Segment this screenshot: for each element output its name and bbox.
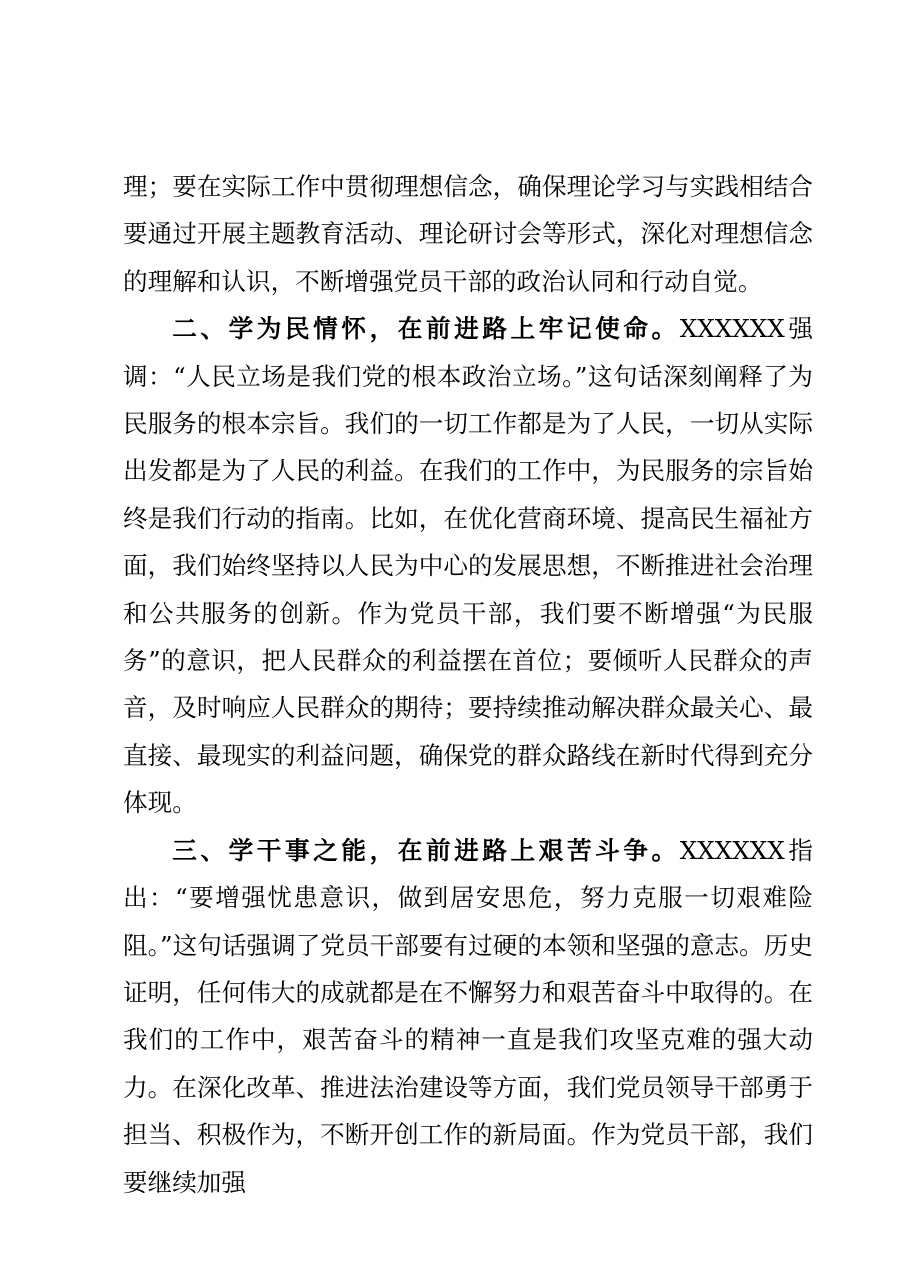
document-body <box>123 163 813 1206</box>
paragraph-text: 理；要在实际工作中贯彻理想信念，确保理论学习与实践相结合要通过开展主题教育活动、理论研讨会等形式，深化对理想信念的理解和认识，不断增强党员干部的政治认同和行动自觉。 <box>123 172 813 296</box>
section-three-text: XXXXXX指出：“要增强忧患意识，做到居安思危，努力克服一切艰难险阻。”这句话强调了党员干部要有过硬的本领和坚强的意志。历史证明，任何伟大的成就都是在不懈努力和艰苦奋斗中取得的。在我们的工作中，艰苦奋斗的精神一直是我们攻坚克难的强大动力。在深化改革、推进法治建设等方面，我们党员领导干部勇于担当、积极作为，不断开创工作的新局面。作为党员干部，我们要继续加强 <box>123 835 813 1197</box>
section-two-heading: 二、学为民情怀，在前进路上牢记使命。 <box>172 314 680 344</box>
section-two-text: XXXXXX强调：“人民立场是我们党的根本政治立场。”这句话深刻阐释了为民服务的根本宗旨。我们的一切工作都是为了人民，一切从实际出发都是为了人民的利益。在我们的工作中，为民服务的宗旨始终是我们行动的指南。比如，在优化营商环境、提高民生福祉方面，我们始终坚持以人民为中心的发展思想，不断推进社会治理和公共服务的创新。作为党员干部，我们要不断增强“为民服务”的意识，把人民群众的利益摆在首位；要倾听人民群众的声音，及时响应人民群众的期待；要持续推动解决群众最关心、最直接、最现实的利益问题，确保党的群众路线在新时代得到充分体现。 <box>123 314 813 818</box>
section-three-heading: 三、学干事之能，在前进路上艰苦斗争。 <box>172 835 680 865</box>
paragraph-section-three <box>123 827 813 1206</box>
paragraph-section-two <box>123 305 813 826</box>
paragraph-continuation <box>123 163 813 305</box>
